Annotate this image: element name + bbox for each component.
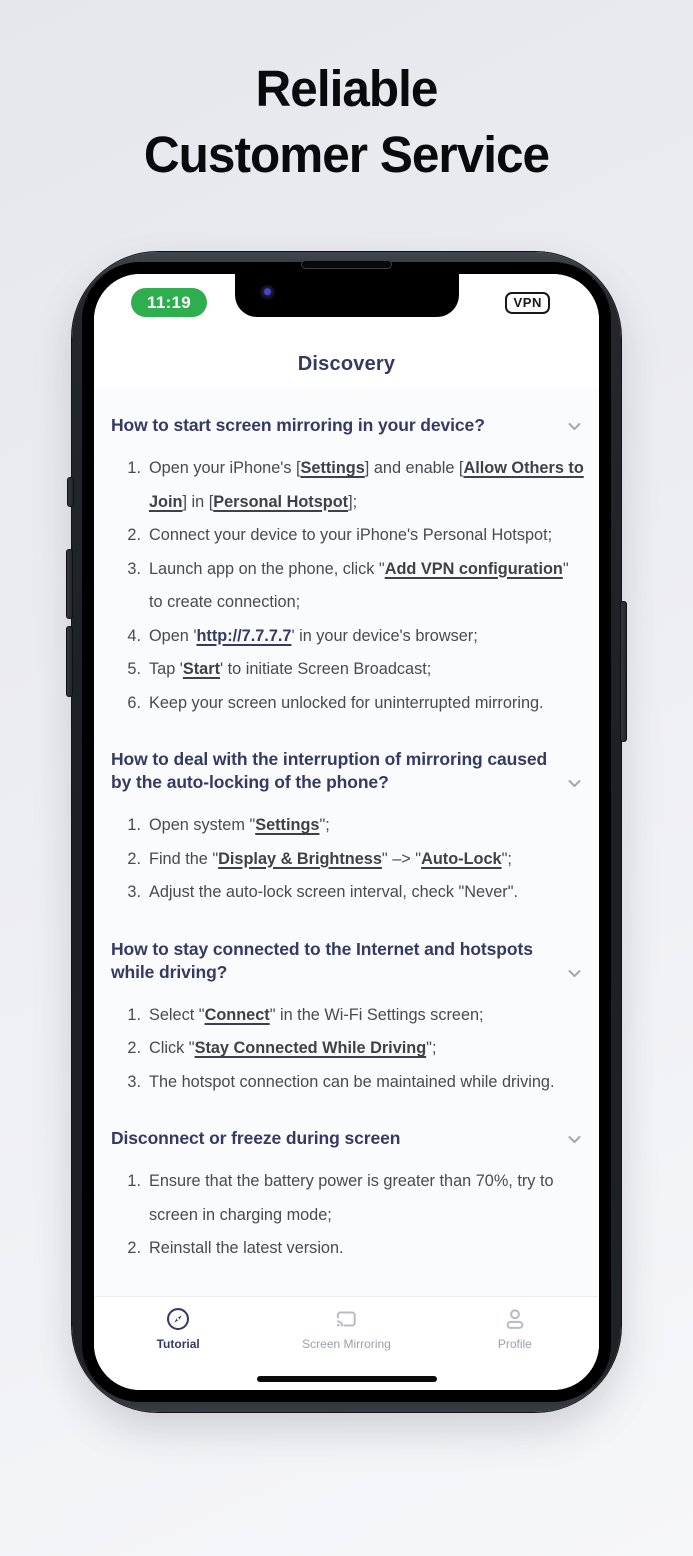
- faq-section: [111, 938, 586, 1100]
- faq-section: [111, 1127, 586, 1266]
- faq-steps: [111, 809, 586, 910]
- tab-label: Profile: [497, 1337, 532, 1351]
- earpiece-speaker: [301, 260, 392, 269]
- faq-section: [111, 414, 586, 720]
- faq-steps: [111, 452, 586, 720]
- faq-step-text: [149, 653, 586, 687]
- phone-screen: [94, 274, 599, 1390]
- faq-step: [111, 620, 586, 654]
- faq-question: How to deal with the interruption of mirroring caused by the auto-locking of the phone?: [111, 749, 548, 792]
- volume-up-button: [66, 549, 73, 619]
- compass-icon: [165, 1306, 191, 1332]
- profile-icon: [502, 1306, 528, 1332]
- faq-steps: [111, 1165, 586, 1266]
- faq-step-text: [149, 999, 586, 1033]
- faq-step: [111, 999, 586, 1033]
- step-text-segment: Open system ": [149, 816, 256, 834]
- status-time: 11:19: [131, 288, 207, 317]
- faq-step: [111, 452, 586, 519]
- faq-step: [111, 1165, 586, 1232]
- tab-label: Screen Mirroring: [302, 1337, 391, 1351]
- power-button: [620, 601, 627, 742]
- faq-step: [111, 1232, 586, 1266]
- step-text-segment: ];: [348, 492, 358, 511]
- step-text-segment: " in the Wi-Fi Settings screen;: [269, 1005, 484, 1024]
- faq-list: [94, 388, 599, 1296]
- faq-step: [111, 809, 586, 843]
- emphasized-term: Stay Connected While Driving: [194, 1039, 427, 1057]
- status-bar: [94, 288, 599, 317]
- faq-step-text: [149, 620, 586, 654]
- chevron-down-icon: [566, 1131, 583, 1148]
- chevron-down-icon: [566, 418, 583, 435]
- step-text-segment: ' to initiate Screen Broadcast;: [220, 660, 432, 678]
- step-text-segment: " to create connection;: [149, 559, 569, 611]
- step-text-segment: Click ": [149, 1039, 195, 1057]
- faq-step: [111, 653, 586, 687]
- faq-step-text: [149, 876, 586, 910]
- volume-down-button: [66, 626, 73, 697]
- faq-section: [111, 748, 586, 910]
- page-header-title: Discovery: [297, 353, 396, 375]
- faq-step-text: [149, 519, 586, 553]
- page-title-line1: Reliable: [255, 60, 438, 117]
- home-indicator[interactable]: [257, 1376, 437, 1382]
- faq-step: [111, 687, 586, 721]
- faq-question: How to start screen mirroring in your device?: [111, 415, 485, 435]
- faq-step-text: [149, 452, 586, 519]
- faq-step-text: [149, 1165, 586, 1232]
- mute-switch: [67, 477, 74, 507]
- step-text-segment: Tap ': [149, 660, 183, 678]
- page-title-line2: Customer Service: [143, 126, 550, 183]
- step-text-segment: Connect your device to your iPhone's Personal Hotspot;: [149, 526, 553, 544]
- faq-section-toggle[interactable]: [111, 1127, 586, 1150]
- emphasized-term: Start: [182, 660, 220, 678]
- faq-step: [111, 553, 586, 620]
- faq-step: [111, 1032, 586, 1066]
- step-text-segment: ] and enable [: [364, 459, 464, 477]
- chevron-down-icon: [566, 965, 583, 982]
- tab-label: Tutorial: [156, 1337, 200, 1351]
- emphasized-term: Connect: [204, 1005, 270, 1024]
- chevron-down-icon: [566, 775, 583, 792]
- faq-step-text: [149, 1066, 586, 1100]
- faq-step-text: [149, 843, 586, 877]
- emphasized-term: Auto-Lock: [421, 849, 502, 868]
- faq-steps: [111, 999, 586, 1100]
- step-text-segment: ] in [: [182, 492, 214, 511]
- step-text-segment: ' in your device's browser;: [291, 626, 478, 645]
- step-text-segment: ";: [501, 849, 512, 868]
- faq-step-text: [149, 1032, 586, 1066]
- faq-section-toggle[interactable]: [111, 414, 586, 437]
- step-text-segment: Select ": [149, 1005, 205, 1024]
- step-text-segment: Ensure that the battery power is greater than 70%, try to screen in charging mode;: [149, 1172, 554, 1224]
- emphasized-term: Display & Brightness: [218, 849, 382, 868]
- emphasized-term: Add VPN configuration: [384, 559, 563, 578]
- faq-step: [111, 876, 586, 910]
- step-text-segment: " –> ": [381, 849, 422, 868]
- faq-question: Disconnect or freeze during screen: [111, 1128, 401, 1148]
- step-text-segment: Adjust the auto-lock screen interval, check "Never".: [149, 883, 519, 901]
- step-text-segment: ";: [426, 1039, 437, 1057]
- step-text-segment: Open ': [149, 626, 197, 645]
- faq-question: How to stay connected to the Internet and hotspots while driving?: [111, 938, 533, 982]
- tab-tutorial[interactable]: [94, 1297, 262, 1390]
- faq-step-text: [149, 809, 586, 843]
- step-text-segment: The hotspot connection can be maintained while driving.: [149, 1072, 555, 1091]
- faq-section-toggle[interactable]: [111, 938, 586, 984]
- faq-step: [111, 519, 586, 553]
- faq-step: [111, 843, 586, 877]
- emphasized-term: Allow Others to Join: [149, 459, 584, 511]
- step-text-segment: Open your iPhone's [: [149, 459, 301, 477]
- step-text-segment: Keep your screen unlocked for uninterrupted mirroring.: [149, 693, 544, 712]
- vpn-badge: VPN: [505, 292, 550, 314]
- inline-link[interactable]: http://7.7.7.7: [196, 626, 292, 645]
- faq-step-text: [149, 687, 586, 721]
- faq-step-text: [149, 553, 586, 620]
- step-text-segment: ";: [319, 816, 330, 834]
- step-text-segment: Launch app on the phone, click ": [149, 559, 385, 578]
- tab-profile[interactable]: [431, 1297, 599, 1390]
- cast-icon: [333, 1306, 359, 1332]
- emphasized-term: Settings: [255, 816, 320, 834]
- phone-frame: [72, 252, 621, 1412]
- faq-step-text: [149, 1232, 586, 1266]
- emphasized-term: Personal Hotspot: [213, 492, 349, 511]
- faq-step: [111, 1066, 586, 1100]
- step-text-segment: Find the ": [149, 849, 219, 868]
- emphasized-term: Settings: [300, 459, 365, 477]
- page-title: [10, 56, 682, 188]
- faq-section-toggle[interactable]: [111, 748, 586, 794]
- step-text-segment: Reinstall the latest version.: [149, 1239, 344, 1257]
